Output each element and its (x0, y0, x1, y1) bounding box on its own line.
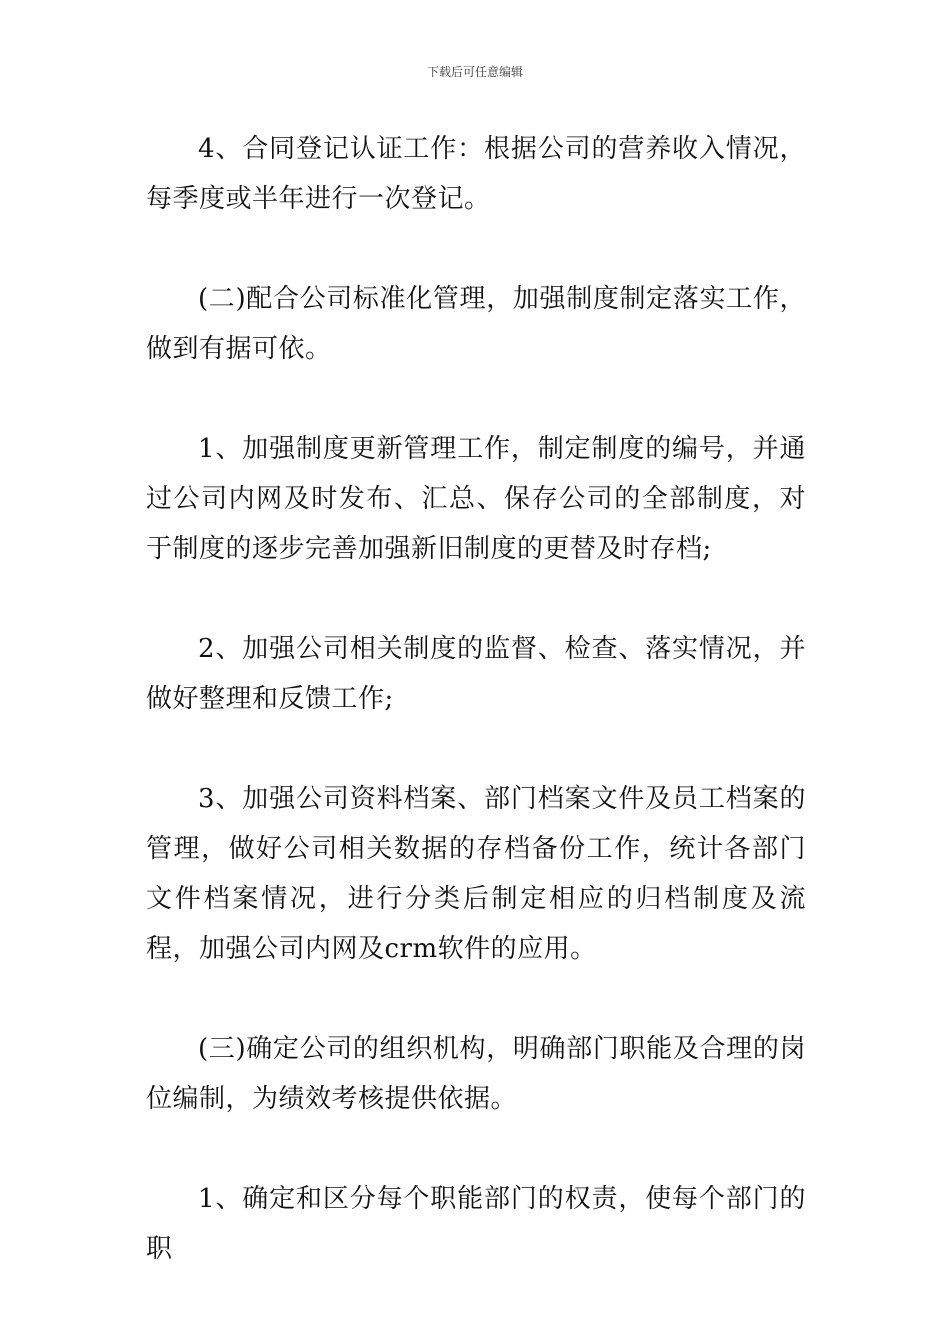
page-header: 下载后可任意编辑 (426, 65, 523, 79)
paragraph-policy-update: 1、加强制度更新管理工作，制定制度的编号，并通过公司内网及时发布、汇总、保存公司的全部制度，对于制度的逐步完善加强新旧制度的更替及时存档; (146, 434, 806, 564)
paragraph-organization-heading: (三)确定公司的组织机构，明确部门职能及合理的岗位编制，为绩效考核提供依据。 (146, 1034, 806, 1114)
paragraph-archive-management: 3、加强公司资料档案、部门档案文件及员工档案的管理，做好公司相关数据的存档备份工作，统计各部门文件档案情况，进行分类后制定相应的归档制度及流程，加强公司内网及crm软件的应用。 (146, 784, 806, 964)
paragraph-policy-supervision: 2、加强公司相关制度的监督、检查、落实情况，并做好整理和反馈工作; (146, 634, 806, 714)
paragraph-department-duties: 1、确定和区分每个职能部门的权责，使每个部门的职 (146, 1184, 806, 1264)
document-body (146, 124, 806, 1324)
paragraph-contract-registration: 4、合同登记认证工作：根据公司的营养收入情况，每季度或半年进行一次登记。 (146, 134, 806, 214)
paragraph-standardization-heading: (二)配合公司标准化管理，加强制度制定落实工作，做到有据可依。 (146, 284, 806, 364)
